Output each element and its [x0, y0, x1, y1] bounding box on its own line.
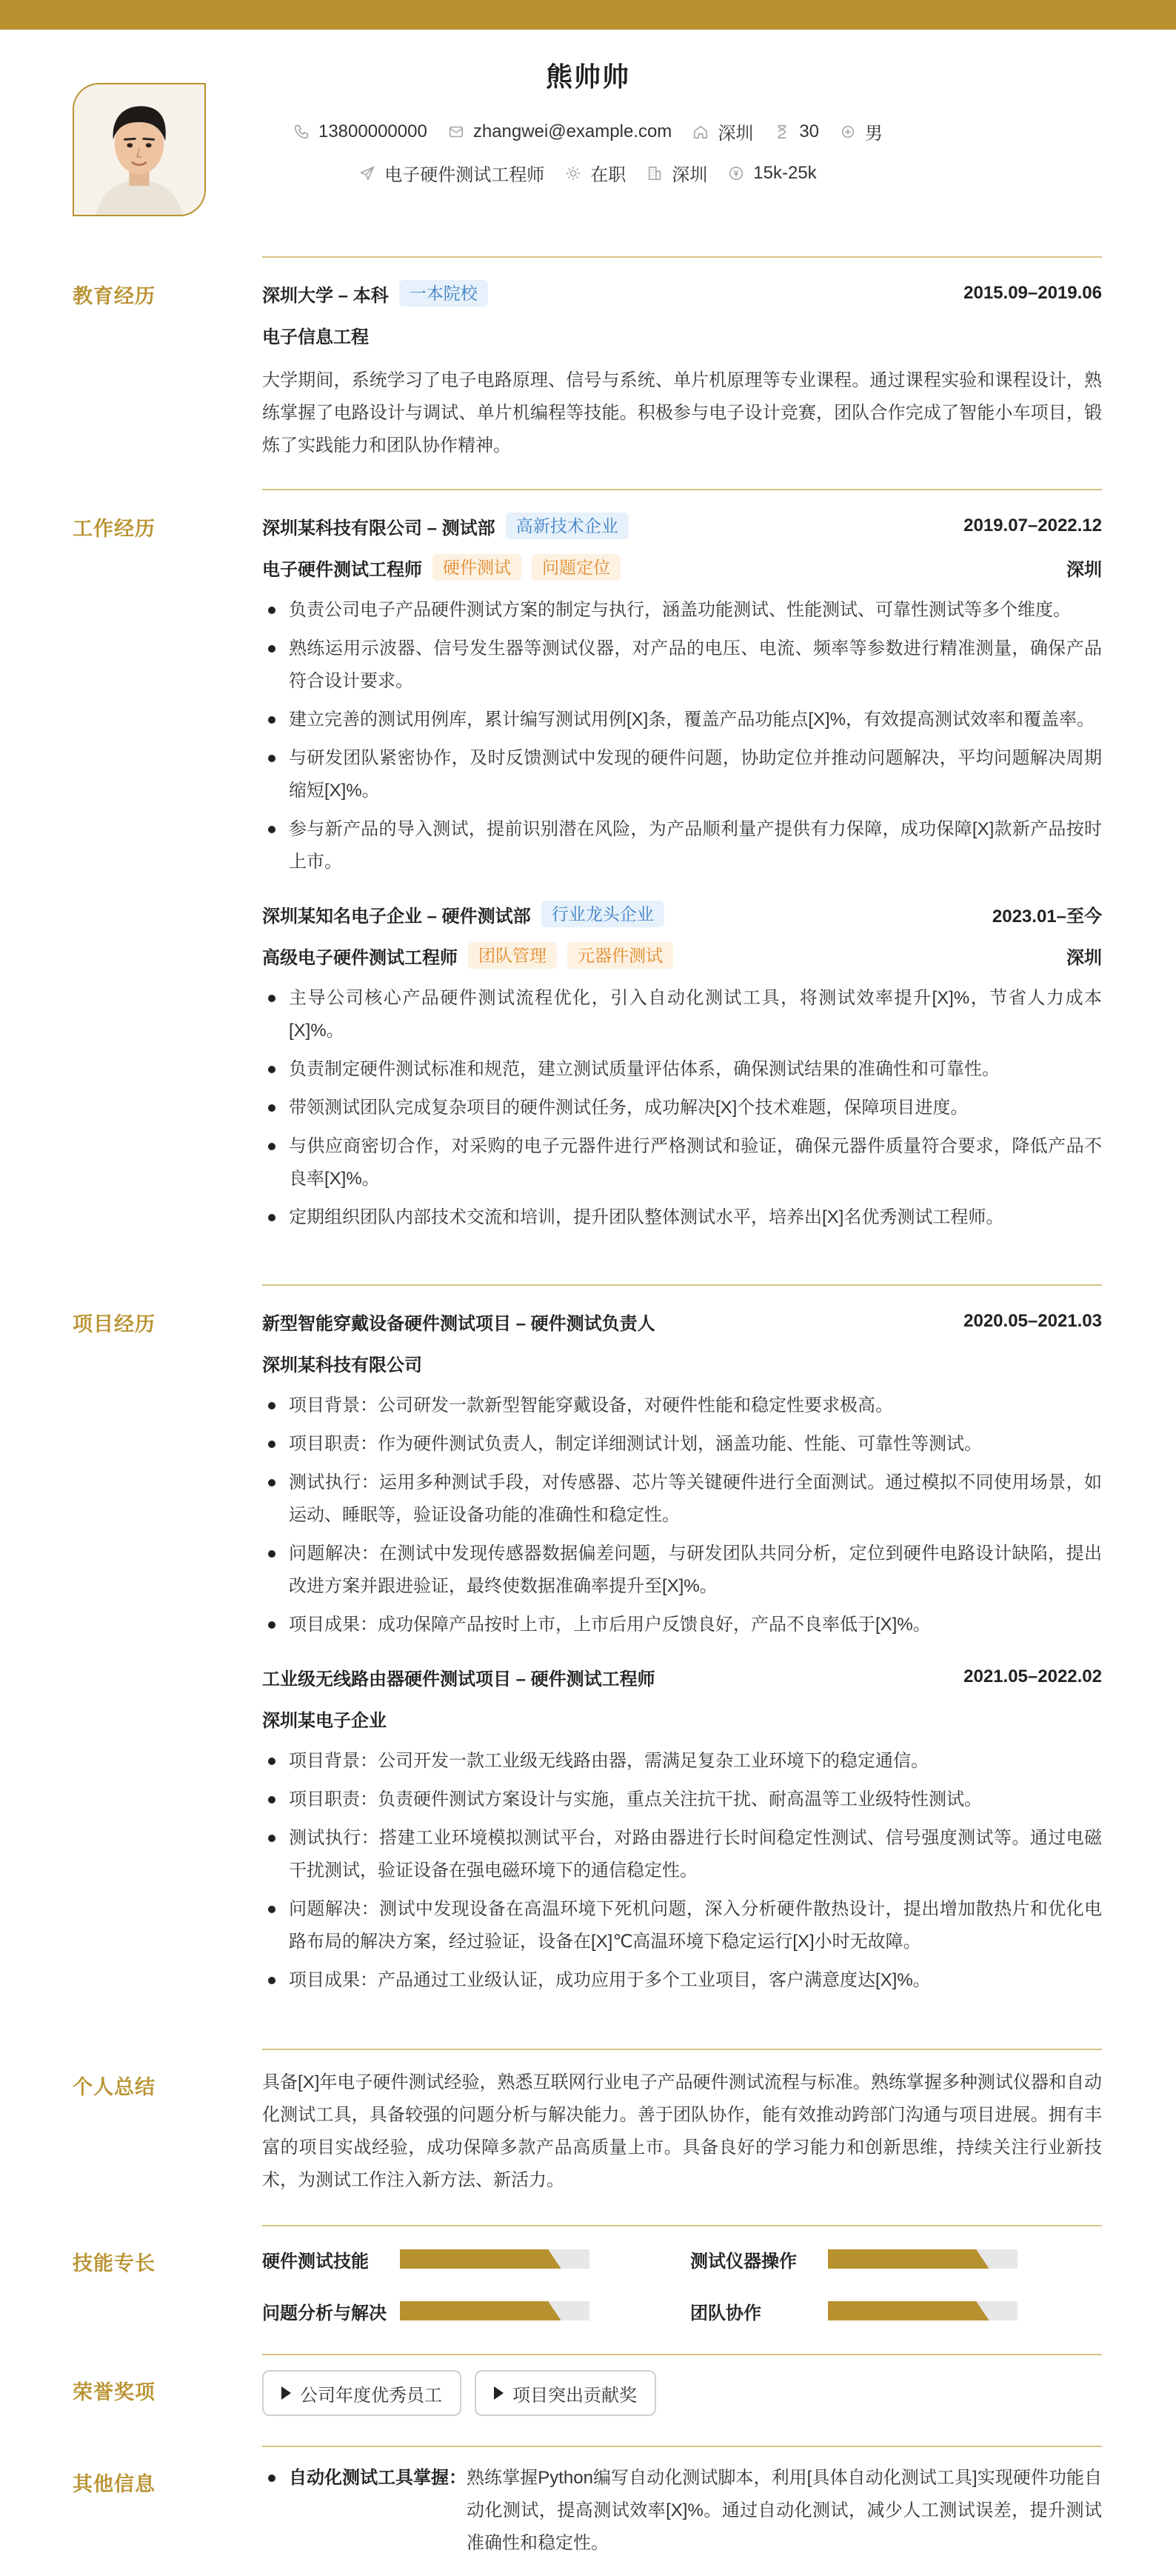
skill-name: 团队协作	[690, 2303, 761, 2323]
list-item: 项目职责：作为硬件测试负责人，制定详细测试计划，涵盖功能、性能、可靠性等测试。	[262, 1428, 1102, 1461]
skill-item	[690, 2241, 1102, 2277]
email-text: zhangwei@example.com	[472, 121, 672, 141]
list-item: 负责公司电子产品硬件测试方案的制定与执行，涵盖功能测试、性能测试、可靠性测试等多个维度。	[262, 594, 1102, 627]
major-name: 电子信息工程	[262, 327, 369, 347]
skill-item	[690, 2293, 1102, 2329]
education-header-row	[262, 273, 1102, 314]
work-period: 2023.01–至今	[992, 906, 1102, 927]
target-city-text: 深圳	[672, 165, 708, 185]
other-title: 其他信息	[73, 2473, 156, 2495]
skill-bar	[400, 2301, 589, 2320]
age-item	[774, 121, 819, 142]
list-item: 负责制定硬件测试标准和规范，建立测试质量评估体系，确保测试结果的准确性和可靠性。	[262, 1053, 1102, 1086]
skill-bar	[400, 2249, 589, 2269]
salary-item	[728, 163, 816, 184]
project-company-row	[262, 1698, 1102, 1739]
salary-text: 15k-25k	[753, 162, 817, 183]
age-text: 30	[799, 121, 820, 141]
skill-bar	[828, 2249, 1018, 2269]
award-label: 项目突出贡献奖	[512, 2385, 637, 2406]
work-title: 工作经历	[73, 518, 156, 540]
project-entry	[262, 1656, 1102, 1997]
mail-icon	[448, 124, 464, 140]
projects-content	[262, 1301, 1102, 2003]
work-period: 2019.07–2022.12	[963, 515, 1102, 535]
summary-content	[262, 2066, 1102, 2197]
skill-name: 硬件测试技能	[262, 2251, 369, 2272]
avatar	[73, 83, 206, 216]
email-item	[448, 121, 672, 142]
work-bullets	[262, 982, 1102, 1234]
work-city: 深圳	[1066, 559, 1102, 580]
project-company: 深圳某科技有限公司	[262, 1355, 422, 1375]
work-company-tag: 行业龙头企业	[541, 901, 664, 927]
list-item: 参与新产品的导入测试，提前识别潜在风险，为产品顺利量产提供有力保障，成功保障[X]款新产品按时上市。	[262, 813, 1102, 878]
summary-divider	[262, 2049, 1102, 2050]
work-role-tag: 元器件测试	[567, 942, 673, 969]
award-label: 公司年度优秀员工	[300, 2385, 442, 2406]
skill-name: 测试仪器操作	[690, 2251, 797, 2272]
list-item: 问题解决：测试中发现设备在高温环境下死机问题，深入分析硬件散热设计，提出增加散热片和优化电路布局的解决方案，经过验证，设备在[X]℃高温环境下稳定运行[X]小时无故障。	[262, 1893, 1102, 1958]
phone-item	[293, 121, 427, 142]
project-title: 工业级无线路由器硬件测试项目 – 硬件测试工程师	[262, 1669, 655, 1689]
projects-divider	[262, 1284, 1102, 1286]
work-role-row	[262, 547, 1102, 588]
work-entry	[262, 893, 1102, 1234]
top-accent-bar	[0, 0, 1176, 30]
skill-item	[262, 2241, 690, 2277]
avatar-portrait-icon	[74, 84, 204, 215]
other-value: 熟练掌握Python编写自动化测试脚本，利用[具体自动化测试工具]实现硬件功能自动化测试，提高测试效率[X]%。通过自动化测试，减少人工测试误差，提升测试准确性和稳定性。	[467, 2468, 1102, 2553]
school-tag: 一本院校	[399, 280, 488, 307]
list-item: 熟练运用示波器、信号发生器等测试仪器，对产品的电压、电流、频率等参数进行精准测量，确保产品符合设计要求。	[262, 633, 1102, 698]
work-company-row	[262, 893, 1102, 935]
city-text: 深圳	[718, 124, 754, 144]
work-company: 深圳某知名电子企业 – 硬件测试部	[262, 906, 531, 927]
project-title-row	[262, 1301, 1102, 1342]
target-row	[0, 160, 1176, 186]
status-item	[565, 160, 626, 186]
list-item: 项目成果：产品通过工业级认证，成功应用于多个工业项目，客户满意度达[X]%。	[262, 1964, 1102, 1997]
education-description: 大学期间，系统学习了电子电路原理、信号与系统、单片机原理等专业课程。通过课程实验和课程设计，熟练掌握了电路设计与调试、单片机编程等技能。积极参与电子设计竞赛，团队合作完成了智能小车项目，锻炼了实践能力和团队协作精神。	[262, 370, 1102, 456]
other-content	[262, 2462, 1102, 2560]
project-title-row	[262, 1656, 1102, 1698]
work-city: 深圳	[1066, 947, 1102, 968]
project-period: 2021.05–2022.02	[963, 1666, 1102, 1686]
list-item: 项目职责：负责硬件测试方案设计与实施，重点关注抗干扰、耐高温等工业级特性测试。	[262, 1783, 1102, 1816]
work-role: 高级电子硬件测试工程师	[262, 947, 458, 968]
work-role-tag: 团队管理	[468, 942, 557, 969]
list-item: 项目背景：公司开发一款工业级无线路由器，需满足复杂工业环境下的稳定通信。	[262, 1745, 1102, 1778]
education-title: 教育经历	[73, 285, 156, 307]
candidate-name: 熊帅帅	[545, 61, 630, 92]
project-bullets	[262, 1745, 1102, 1997]
other-item	[262, 2462, 1102, 2560]
work-divider	[262, 489, 1102, 490]
list-item: 定期组织团队内部技术交流和培训，提升团队整体测试水平，培养出[X]名优秀测试工程师。	[262, 1201, 1102, 1234]
summary-text: 具备[X]年电子硬件测试经验，熟悉互联网行业电子产品硬件测试流程与标准。熟练掌握多种测试仪器和自动化测试工具，具备较强的问题分析与解决能力。善于团队协作，能有效推动跨部门沟通与项目进展。拥有丰富的项目实战经验，成功保障多款产品高质量上市。具备良好的学习能力和创新思维，持续关注行业新技术，为测试工作注入新方法、新活力。	[262, 2072, 1102, 2190]
projects-title: 项目经历	[73, 1313, 156, 1335]
play-icon	[494, 2386, 504, 2400]
list-item: 问题解决：在测试中发现传感器数据偏差问题，与研发团队共同分析，定位到硬件电路设计缺陷，提出改进方案并跟进验证，最终使数据准确率提升至[X]%。	[262, 1538, 1102, 1603]
work-entry	[262, 505, 1102, 878]
skills-content	[262, 2241, 1102, 2329]
other-divider	[262, 2446, 1102, 2447]
list-item: 与研发团队紧密协作，及时反馈测试中发现的硬件问题，协助定位并推动问题解决，平均问题解决周期缩短[X]%。	[262, 742, 1102, 807]
project-company-row	[262, 1342, 1102, 1384]
list-item: 测试执行：运用多种测试手段，对传感器、芯片等关键硬件进行全面测试。通过模拟不同使用场景，如运动、睡眠等，验证设备功能的准确性和稳定性。	[262, 1466, 1102, 1532]
target-city-item	[647, 160, 707, 186]
award-chip	[262, 2370, 461, 2416]
awards-divider	[262, 2354, 1102, 2355]
work-content	[262, 505, 1102, 1240]
list-item: 带领测试团队完成复杂项目的硬件测试任务，成功解决[X]个技术难题，保障项目进度。	[262, 1092, 1102, 1124]
status-text: 在职	[590, 165, 627, 185]
list-item: 测试执行：搭建工业环境模拟测试平台，对路由器进行长时间稳定性测试、信号强度测试等。通过电磁干扰测试，验证设备在强电磁环境下的通信稳定性。	[262, 1822, 1102, 1887]
home-icon	[692, 124, 709, 140]
hourglass-icon	[774, 124, 790, 140]
list-item: 主导公司核心产品硬件测试流程优化，引入自动化测试工具，将测试效率提升[X]%，节省人力成本[X]%。	[262, 982, 1102, 1047]
gender-text: 男	[865, 124, 883, 144]
list-item: 项目背景：公司研发一款新型智能穿戴设备，对硬件性能和稳定性要求极高。	[262, 1389, 1102, 1422]
school-name: 深圳大学 – 本科	[262, 285, 389, 306]
work-company-row	[262, 505, 1102, 547]
other-key: 自动化测试工具掌握：	[289, 2468, 467, 2488]
building-icon	[647, 165, 663, 181]
project-period: 2020.05–2021.03	[963, 1311, 1102, 1331]
work-role: 电子硬件测试工程师	[262, 559, 422, 580]
project-title: 新型智能穿戴设备硬件测试项目 – 硬件测试负责人	[262, 1313, 655, 1334]
work-role-tag: 硬件测试	[432, 554, 521, 581]
job-target-item	[359, 160, 544, 186]
work-role-row	[262, 935, 1102, 976]
skill-bar-fill	[400, 2249, 561, 2269]
major-row	[262, 314, 1102, 356]
skills-title: 技能专长	[73, 2252, 156, 2275]
project-entry	[262, 1301, 1102, 1641]
project-bullets	[262, 1389, 1102, 1641]
work-company: 深圳某科技有限公司 – 测试部	[262, 518, 495, 538]
work-bullets	[262, 594, 1102, 878]
play-icon	[281, 2386, 291, 2400]
education-divider	[262, 256, 1102, 258]
education-content	[262, 273, 1102, 462]
job-target-text: 电子硬件测试工程师	[384, 165, 545, 185]
skill-name: 问题分析与解决	[262, 2303, 387, 2323]
skill-item	[262, 2293, 690, 2329]
list-item: 项目成果：成功保障产品按时上市，上市后用户反馈良好，产品不良率低于[X]%。	[262, 1609, 1102, 1641]
project-company: 深圳某电子企业	[262, 1710, 387, 1731]
work-company-tag: 高新技术企业	[506, 513, 629, 539]
gender-icon	[840, 124, 856, 140]
skill-bar-fill	[828, 2249, 989, 2269]
phone-icon	[293, 124, 310, 140]
skill-bar-fill	[400, 2301, 561, 2320]
gender-item	[840, 119, 883, 144]
skills-divider	[262, 2225, 1102, 2226]
awards-title: 荣誉奖项	[73, 2381, 156, 2403]
phone-text: 13800000000	[318, 121, 427, 141]
skills-grid	[262, 2241, 1102, 2329]
bullet-icon	[262, 2462, 289, 2560]
awards-content	[262, 2370, 1102, 2416]
contact-row	[0, 119, 1176, 144]
status-icon	[565, 165, 581, 181]
send-icon	[359, 165, 375, 181]
list-item: 建立完善的测试用例库，累计编写测试用例[X]条，覆盖产品功能点[X]%，有效提高测试效率和覆盖率。	[262, 704, 1102, 736]
skill-bar	[828, 2301, 1018, 2320]
summary-title: 个人总结	[73, 2076, 156, 2098]
work-role-tag: 问题定位	[532, 554, 621, 581]
skill-bar-fill	[828, 2301, 989, 2320]
coin-icon	[728, 165, 744, 181]
awards-list	[262, 2370, 1102, 2416]
city-item	[692, 119, 753, 144]
education-period: 2015.09–2019.06	[963, 283, 1102, 303]
award-chip	[475, 2370, 656, 2416]
list-item: 与供应商密切合作，对采购的电子元器件进行严格测试和验证，确保元器件质量符合要求，降低产品不良率[X]%。	[262, 1130, 1102, 1195]
